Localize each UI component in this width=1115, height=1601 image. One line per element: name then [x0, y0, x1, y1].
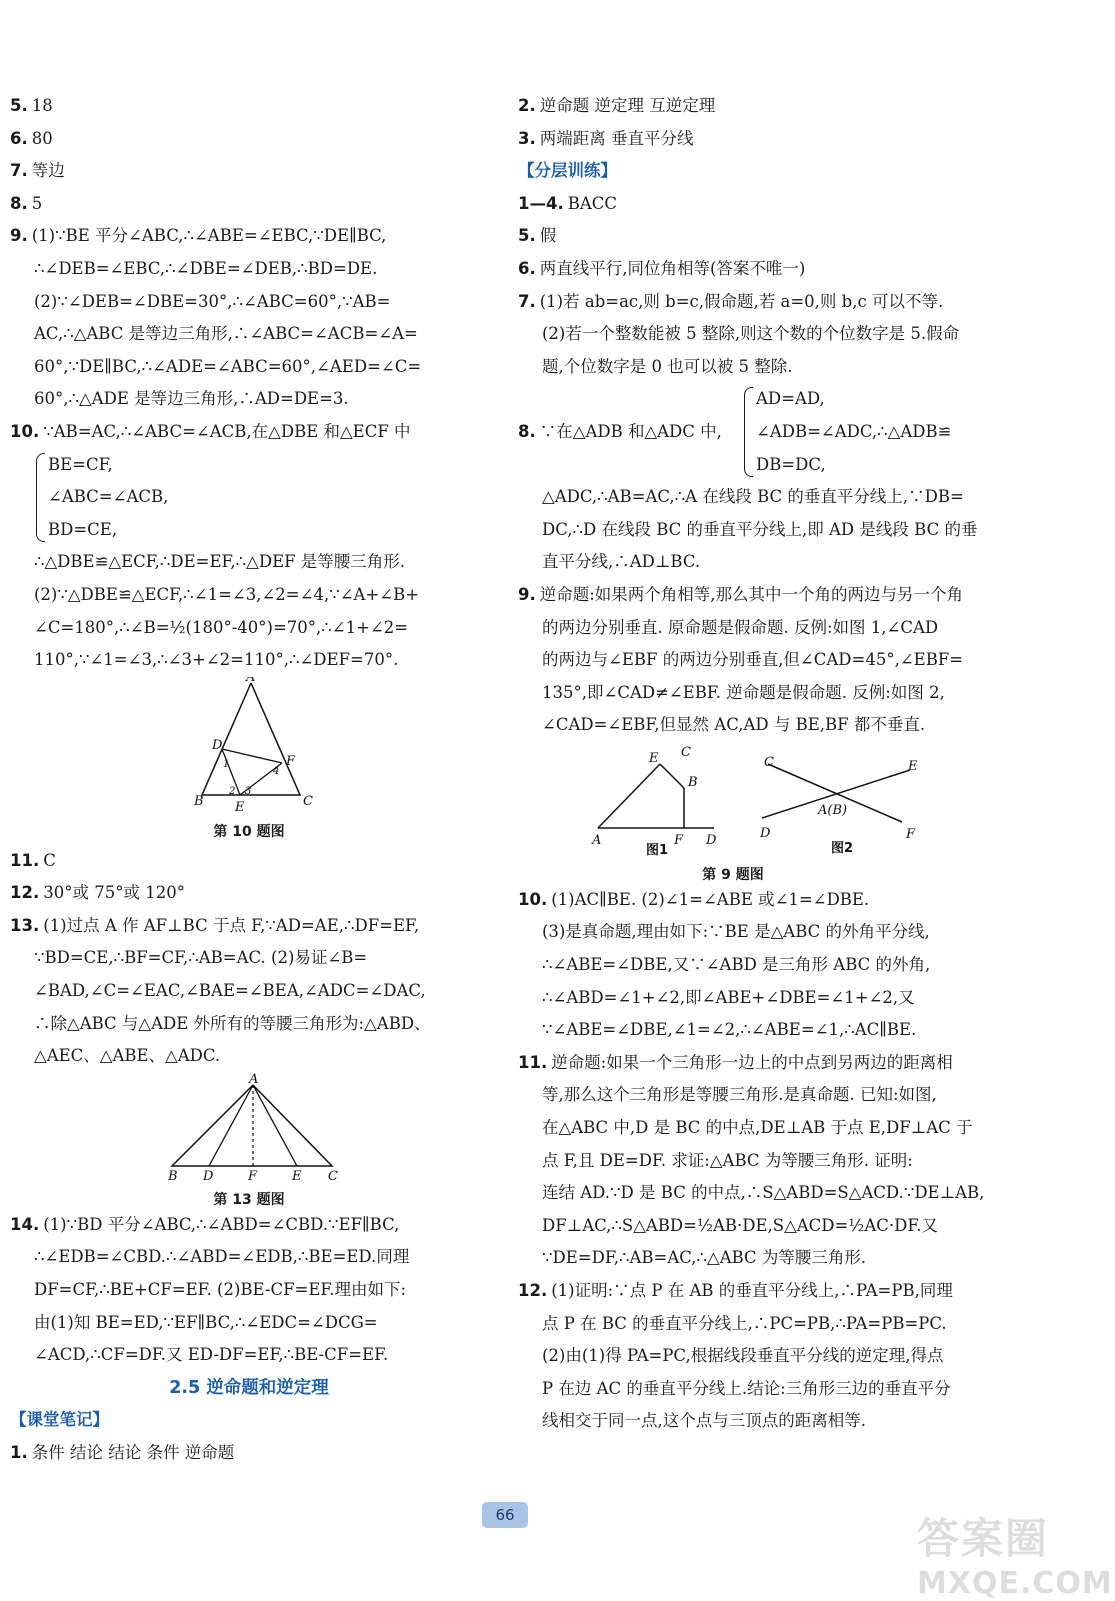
label-A: A — [249, 1072, 259, 1087]
text-line — [518, 514, 988, 547]
watermark-text: 答案圈 — [917, 1514, 1050, 1563]
tag-training: 【分层训练】 — [518, 161, 617, 181]
text-line — [10, 286, 488, 319]
label-C: C — [303, 793, 313, 809]
section-title: 2.5 逆命题和逆定理 — [169, 1377, 329, 1398]
line-text: 逆命题:如果一个三角形一边上的中点到另两边的距离相 — [551, 1052, 953, 1072]
question-number: 14. — [10, 1214, 40, 1234]
line-text: 两直线平行,同位角相等(答案不唯一) — [539, 258, 806, 278]
line-text: (1)∵BD 平分∠ABC,∴∠ABD=∠CBD.∵EF∥BC, — [43, 1214, 400, 1234]
text-line — [518, 220, 988, 253]
watermark-logo — [917, 1506, 1113, 1601]
label-D: D — [203, 1168, 214, 1183]
line-text: 假 — [539, 226, 557, 246]
triangle-diagram-q13 — [10, 1073, 488, 1183]
label-B: B — [688, 774, 698, 790]
label-F: F — [248, 1168, 258, 1183]
figure-q13 — [10, 1073, 488, 1209]
page-number: 66 — [482, 1502, 528, 1528]
text-line — [518, 949, 988, 982]
text-line — [10, 975, 488, 1008]
line-text: DF=CF,∴BE+CF=EF. (2)BE-CF=EF.理由如下: — [34, 1280, 407, 1300]
label-F: F — [286, 753, 296, 769]
right-lines-block-3 — [518, 481, 988, 742]
text-line — [518, 1014, 988, 1047]
question-number: 3. — [518, 128, 536, 148]
line-text: △ADC,∴AB=AC,∴A 在线段 BC 的垂直平分线上,∵DB= — [542, 487, 964, 507]
line-text: 5 — [31, 193, 43, 213]
text-line — [10, 155, 488, 188]
line-text: 连结 AD.∵D 是 BC 的中点,∴S△ABD=S△ACD.∵DE⊥AB, — [542, 1183, 985, 1203]
label-B: B — [194, 793, 204, 809]
angle-diagrams-q9 — [518, 742, 988, 858]
question-number: 10. — [10, 421, 40, 441]
text-line — [10, 942, 488, 975]
watermark-url: MXQE.COM — [917, 1566, 1113, 1601]
line-text: ∴∠DEB=∠EBC,∴∠DBE=∠DEB,∴BD=DE. — [34, 258, 378, 278]
left-lines-block — [10, 90, 488, 449]
line-text: DF⊥AC,∴S△ABD=½AB·DE,S△ACD=½AC·DF.又 — [542, 1215, 938, 1235]
text-line — [10, 416, 488, 449]
question-number: 5. — [518, 226, 536, 246]
line-text: (1)证明:∵点 P 在 AB 的垂直平分线上,∴PA=PB,同理 — [551, 1281, 953, 1301]
text-line — [10, 1241, 488, 1274]
triangle-diagram-q10 — [10, 677, 488, 819]
line-text: 等边 — [31, 161, 65, 181]
text-line — [518, 1177, 988, 1210]
line-text: 点 F,且 DE=DF. 求证:△ABC 为等腰三角形. 证明: — [542, 1150, 913, 1170]
line-text: ∴除△ABC 与△ADE 外所有的等腰三角形为:△ABD、 — [34, 1013, 431, 1033]
question-number: 5. — [10, 96, 28, 115]
line-text: (1)若 ab=ac,则 b=c,假命题,若 a=0,则 b,c 可以不等. — [539, 291, 944, 311]
brace-line: BD=CE, — [48, 519, 118, 539]
text-line — [518, 188, 988, 221]
question-number: 1—4. — [518, 193, 564, 213]
text-line — [10, 845, 488, 878]
text-line — [518, 1242, 988, 1275]
text-line — [518, 253, 988, 286]
line-text: DC,∴D 在线段 BC 的垂直平分线上,即 AD 是线段 BC 的垂 — [542, 519, 978, 539]
question-number: 9. — [518, 584, 536, 604]
label-E: E — [908, 758, 918, 774]
right-lines-block-2 — [518, 188, 988, 384]
angle-3: 3 — [245, 785, 252, 797]
text-line — [518, 612, 988, 645]
text-line — [10, 383, 488, 416]
label-A: A — [592, 832, 602, 848]
text-line — [10, 1040, 488, 1073]
text-line — [10, 1274, 488, 1307]
brace-q10 — [34, 449, 488, 547]
line-text: 题,个位数字是 0 也可以被 5 整除. — [542, 356, 793, 376]
line-text: △AEC、△ABE、△ADC. — [34, 1046, 221, 1066]
question-number: 11. — [518, 1052, 548, 1072]
line-text: 点 P 在 BC 的垂直平分线上,∴PC=PB,∴PA=PB=PC. — [542, 1313, 947, 1333]
q10-line: 110°,∵∠1=∠3,∴∠3+∠2=110°,∴∠DEF=70°. — [34, 650, 399, 670]
text-line — [518, 1112, 988, 1145]
text-line — [518, 1145, 988, 1178]
line-text: ∵DE=DF,∴AB=AC,∴△ABC 为等腰三角形. — [542, 1248, 867, 1268]
text-line — [518, 546, 988, 579]
left-column — [10, 90, 488, 1470]
line-text: 的两边与∠EBF 的两边分别垂直,但∠CAD=45°,∠EBF= — [542, 650, 964, 670]
text-line — [10, 253, 488, 286]
line-text: 的两边分别垂直. 原命题是假命题. 反例:如图 1,∠CAD — [542, 617, 939, 637]
line-text: ∠CAD=∠EBF,但显然 AC,AD 与 BE,BF 都不垂直. — [542, 715, 926, 735]
text-line — [518, 123, 988, 156]
text-line — [518, 709, 988, 742]
text-line — [518, 1079, 988, 1112]
brace-line: ∠ABC=∠ACB, — [48, 487, 169, 507]
text-line — [518, 318, 988, 351]
question-number: 11. — [10, 850, 40, 870]
angle-4: 4 — [273, 765, 280, 777]
line-text: ∠ACD,∴CF=DF.又 ED-DF=EF,∴BE-CF=EF. — [34, 1345, 389, 1365]
brace-line: ∠ADB=∠ADC,∴△ADB≌ — [756, 421, 952, 441]
label-E: E — [235, 799, 245, 815]
line-text: (3)是真命题,理由如下:∵BE 是△ABC 的外角平分线, — [542, 922, 930, 942]
text-line — [10, 1008, 488, 1041]
text-line — [10, 1307, 488, 1340]
text-line — [10, 123, 488, 156]
label-E: E — [649, 750, 659, 766]
text-line — [10, 1339, 488, 1372]
left-lines-block-4 — [10, 1209, 488, 1372]
text-line — [10, 351, 488, 384]
line-text: BACC — [567, 193, 618, 213]
text-line — [518, 90, 988, 123]
line-text: (1)过点 A 作 AF⊥BC 于点 F,∵AD=AE,∴DF=EF, — [43, 915, 420, 935]
figure-caption-q13: 第 13 题图 — [213, 1191, 285, 1208]
line-text: 60°,∴△ADE 是等边三角形,∴AD=DE=3. — [34, 389, 349, 409]
line-text: 两端距离 垂直平分线 — [539, 128, 694, 148]
text-line — [10, 188, 488, 221]
label-D: D — [760, 825, 771, 841]
text-line — [518, 1047, 988, 1080]
text-line — [10, 1209, 488, 1242]
line-text: 30°或 75°或 120° — [43, 883, 185, 903]
notes-line: 1. 条件 结论 结论 条件 逆命题 — [10, 1443, 235, 1462]
line-text: 线相交于同一点,这个点与三顶点的距离相等. — [542, 1411, 866, 1431]
text-line — [518, 644, 988, 677]
label-C: C — [764, 754, 774, 770]
text-line — [10, 877, 488, 910]
line-text: ∵BD=CE,∴BF=CF,∴AB=AC. (2)易证∠B= — [34, 948, 368, 968]
line-text: 等,那么这个三角形是等腰三角形.是真命题. 已知:如图, — [542, 1085, 937, 1105]
label-A: A — [246, 676, 256, 685]
text-line — [518, 884, 988, 917]
text-line — [518, 1275, 988, 1308]
right-lines-block — [518, 90, 988, 155]
line-text: 在△ABC 中,D 是 BC 的中点,DE⊥AB 于点 E,DF⊥AC 于 — [542, 1118, 973, 1138]
text-line — [518, 916, 988, 949]
brace-line: BE=CF, — [48, 454, 113, 474]
line-text: 135°,即∠CAD≠∠EBF. 逆命题是假命题. 反例:如图 2, — [542, 682, 945, 702]
text-line — [518, 286, 988, 319]
question-number: 7. — [10, 161, 28, 181]
text-line — [10, 910, 488, 943]
question-number: 13. — [10, 915, 40, 935]
question-number: 2. — [518, 96, 536, 115]
tag-notes: 【课堂笔记】 — [10, 1410, 109, 1430]
question-number: 10. — [518, 889, 548, 909]
q8-block: 8. ∵在△ADB 和△ADC 中, AD=AD, ∠ADB=∠ADC,∴△ADB≌ DB=DC, — [518, 383, 988, 481]
line-text: 逆命题 逆定理 互逆定理 — [539, 96, 716, 115]
text-line — [10, 90, 488, 123]
text-line — [518, 1405, 988, 1438]
text-line — [518, 982, 988, 1015]
q10-line: (2)∵△DBE≌△ECF,∴∠1=∠3,∠2=∠4,∵∠A+∠B+ — [34, 584, 420, 604]
label-F: F — [906, 826, 916, 842]
line-text: 18 — [31, 96, 53, 115]
question-number: 7. — [518, 291, 536, 311]
label-C: C — [328, 1168, 338, 1183]
line-text: P 在边 AC 的垂直平分线上.结论:三角形三边的垂直平分 — [542, 1378, 951, 1398]
line-text: 60°,∵DE∥BC,∴∠ADE=∠ABC=60°,∠AED=∠C= — [34, 356, 422, 376]
line-text: ∵∠ABE=∠DBE,∠1=∠2,∴∠ABE=∠1,∴AC∥BE. — [542, 1020, 917, 1040]
line-text: ∴∠ABE=∠DBE,又∵∠ABD 是三角形 ABC 的外角, — [542, 955, 931, 975]
figure-1-caption: 图1 — [646, 842, 669, 858]
brace-line: DB=DC, — [756, 454, 826, 474]
right-lines-block-4 — [518, 884, 988, 1438]
text-line — [518, 1308, 988, 1341]
line-text: ∠BAD,∠C=∠EAC,∠BAE=∠BEA,∠ADC=∠DAC, — [34, 981, 426, 1001]
figure-caption-q10: 第 10 题图 — [213, 823, 285, 840]
q10-line: ∠C=180°,∴∠B=½(180°-40°)=70°,∴∠1+∠2= — [34, 617, 409, 637]
label-D: D — [212, 737, 223, 753]
question-number: 6. — [518, 258, 536, 278]
right-column — [518, 90, 988, 1438]
label-D: D — [706, 832, 717, 848]
text-line — [518, 481, 988, 514]
line-text: (2)∵∠DEB=∠DBE=30°,∴∠ABC=60°,∵AB= — [34, 291, 391, 311]
question-number: 12. — [10, 883, 40, 903]
line-text: 直平分线,∴AD⊥BC. — [542, 552, 701, 572]
question-number: 6. — [10, 128, 28, 148]
line-text: (1)AC∥BE. (2)∠1=∠ABE 或∠1=∠DBE. — [551, 889, 870, 909]
figure-caption-q9: 第 9 题图 — [702, 866, 764, 883]
text-line — [518, 1210, 988, 1243]
text-line — [518, 677, 988, 710]
figure-2-caption: 图2 — [831, 840, 854, 856]
figure-q9 — [518, 742, 988, 884]
q8-lead: ∵在△ADB 和△ADC 中, — [539, 421, 722, 441]
question-number: 9. — [10, 226, 28, 246]
q10-line: ∴△DBE≌△ECF,∴DE=EF,∴△DEF 是等腰三角形. — [34, 552, 406, 572]
angle-2: 2 — [229, 785, 236, 797]
label-F: F — [674, 832, 684, 848]
line-text: (2)由(1)得 PA=PC,根据线段垂直平分线的逆定理,得点 — [542, 1346, 944, 1366]
line-text: ∴∠ABD=∠1+∠2,即∠ABE+∠DBE=∠1+∠2,又 — [542, 987, 915, 1007]
question-number: 12. — [518, 1281, 548, 1301]
text-line — [518, 1373, 988, 1406]
text-line — [518, 351, 988, 384]
line-text: C — [43, 850, 56, 870]
line-text: ∴∠EDB=∠CBD.∴∠ABD=∠EDB,∴BE=ED.同理 — [34, 1247, 410, 1267]
line-text: ∵AB=AC,∴∠ABC=∠ACB,在△DBE 和△ECF 中 — [43, 421, 411, 441]
line-text: (1)∵BE 平分∠ABC,∴∠ABE=∠EBC,∵DE∥BC, — [31, 226, 387, 246]
angle-1: 1 — [223, 758, 230, 770]
line-text: 由(1)知 BE=ED,∵EF∥BC,∴∠EDC=∠DCG= — [34, 1312, 378, 1332]
label-B: B — [168, 1168, 178, 1183]
label-C: C — [681, 744, 691, 760]
figure-q10 — [10, 677, 488, 845]
line-text: (2)若一个整数能被 5 整除,则这个数的个位数字是 5.假命 — [542, 324, 960, 344]
text-line — [10, 318, 488, 351]
left-lines-block-3 — [10, 845, 488, 1073]
text-line — [518, 579, 988, 612]
line-text: 逆命题:如果两个角相等,那么其中一个角的两边与另一个角 — [539, 584, 964, 604]
label-AB: A(B) — [818, 802, 848, 818]
text-line — [10, 220, 488, 253]
question-number: 8. — [10, 193, 28, 213]
brace-line: AD=AD, — [756, 389, 825, 409]
brace-q8 — [742, 383, 951, 481]
text-line — [518, 1340, 988, 1373]
line-text: AC,∴△ABC 是等边三角形,∴∠ABC=∠ACB=∠A= — [34, 324, 418, 344]
line-text: 80 — [31, 128, 53, 148]
label-E: E — [292, 1168, 302, 1183]
